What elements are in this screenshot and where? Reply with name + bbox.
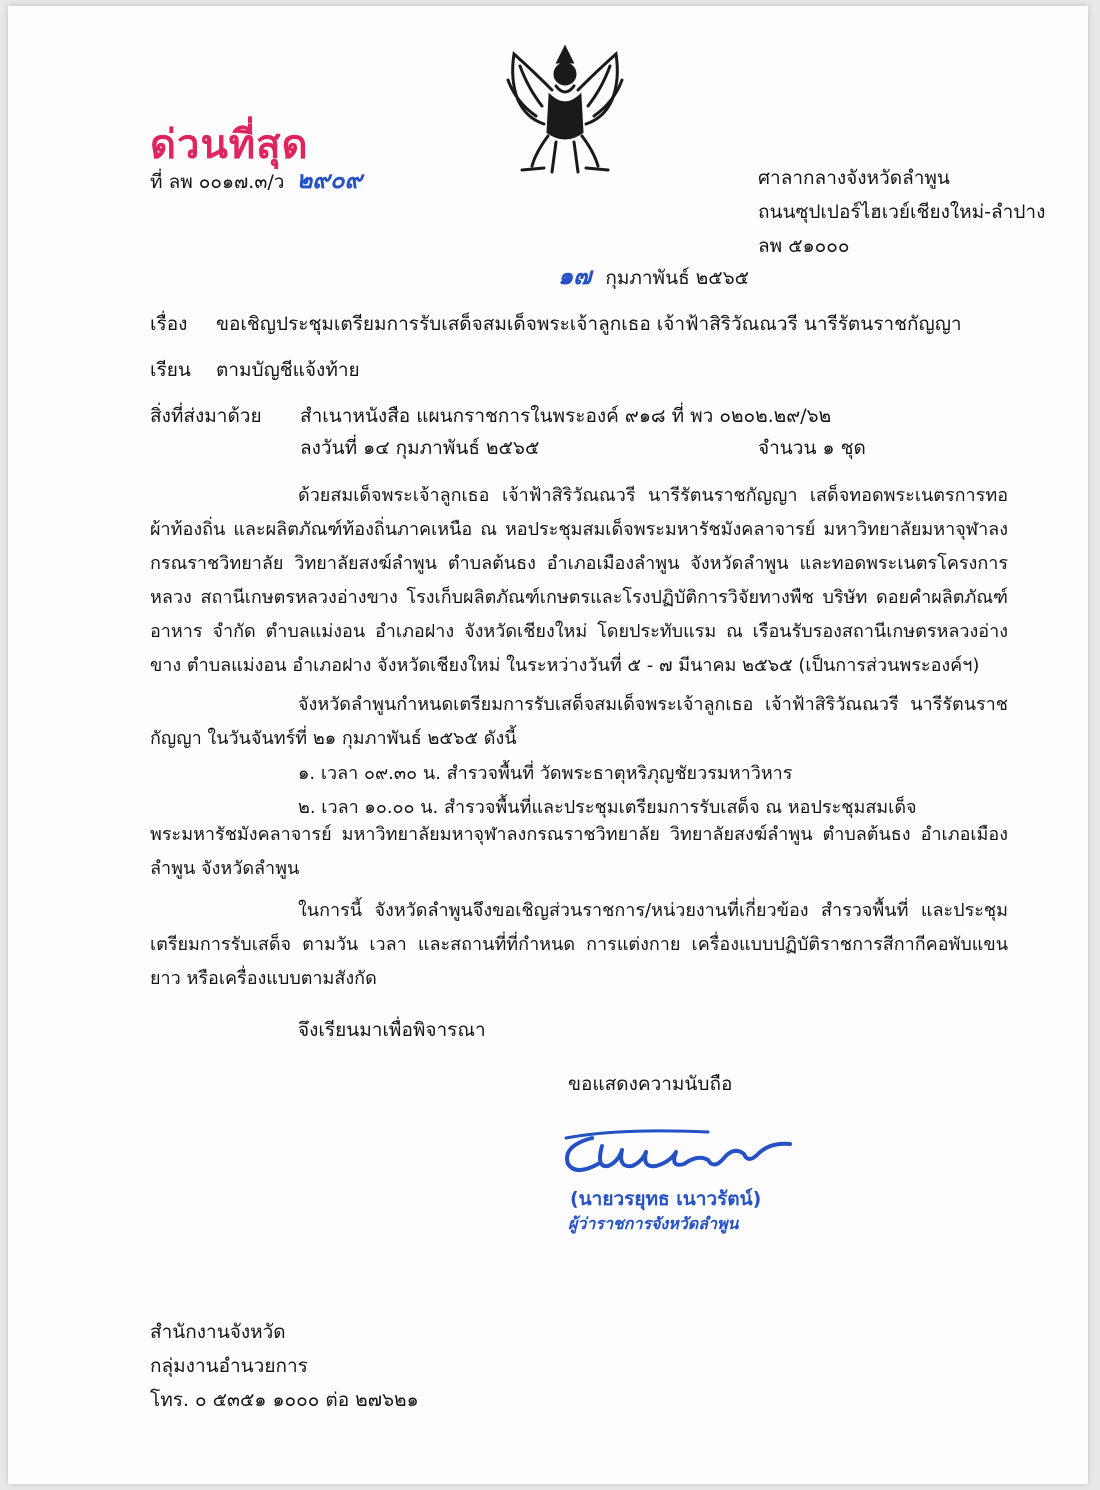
closing-line: จึงเรียนมาเพื่อพิจารณา (298, 1019, 486, 1041)
office-address-line-1: ศาลากลางจังหวัดลำพูน (758, 167, 950, 189)
footer-phone: โทร. ๐ ๕๓๕๑ ๑๐๐๐ ต่อ ๒๗๖๒๑ (150, 1389, 419, 1411)
schedule-item-2-continuation: พระมหารัชมังคลาจารย์ มหาวิทยาลัยมหาจุฬาลงกรณราชวิทยาลัย วิทยาลัยสงฆ์ลำพูน ตำบลต้นธง อำเภอเมืองลำพูน จังหวัดลำพูน (150, 824, 1008, 879)
reference-number: ๒๙๐๙ (296, 165, 363, 194)
attachment-line-2: ลงวันที่ ๑๔ กุมภาพันธ์ ๒๕๖๕ (300, 437, 540, 459)
attachment-line-1: สำเนาหนังสือ แผนกราชการในพระองค์ ๙๑๘ ที่ พว ๐๒๐๒.๒๙/๖๒ (300, 405, 832, 427)
attachment-label: สิ่งที่ส่งมาด้วย (150, 405, 262, 427)
schedule-item-1: ๑. เวลา ๐๙.๓๐ น. สำรวจพื้นที่ วัดพระธาตุหริภุญชัยวรมหาวิหาร (298, 763, 793, 784)
footer-office: สำนักงานจังหวัด (150, 1321, 286, 1343)
attachment-quantity: จำนวน ๑ ชุด (758, 437, 866, 459)
office-address-line-2: ถนนซุปเปอร์ไฮเวย์เชียงใหม่-ลำปาง (758, 201, 1046, 223)
body-paragraph-2: จังหวัดลำพูนกำหนดเตรียมการรับเสด็จสมเด็จพระเจ้าลูกเธอ เจ้าฟ้าสิริวัณณวรี นารีรัตนราชกัญญา ในวันจันทร์ที่ ๒๑ กุมภาพันธ์ ๒๕๖๕ ดังนี้ (150, 694, 1008, 749)
reference-line (150, 165, 363, 194)
signatory-title: ผู้ว่าราชการจังหวัดลำพูน (568, 1214, 739, 1233)
urgency-stamp: ด่วนที่สุด (150, 122, 309, 168)
subject-text: ขอเชิญประชุมเตรียมการรับเสด็จสมเด็จพระเจ้าลูกเธอ เจ้าฟ้าสิริวัณณวรี นารีรัตนราชกัญญา (216, 313, 962, 335)
document-date (558, 261, 750, 290)
office-address-line-3: ลพ ๕๑๐๐๐ (758, 235, 850, 257)
date-month-year: กุมภาพันธ์ ๒๕๖๕ (605, 267, 750, 289)
date-day: ๑๗ (558, 261, 592, 290)
body-paragraph-1: ด้วยสมเด็จพระเจ้าลูกเธอ เจ้าฟ้าสิริวัณณวรี นารีรัตนราชกัญญา เสด็จทอดพระเนตรการทอผ้าท้องถิ่น และผลิตภัณฑ์ท้องถิ่นภาคเหนือ ณ หอประชุมสมเด็จพระมหารัชมังคลาจารย์ มหาวิทยาลัยมหาจุฬาลงกรณราชวิทยาลัย วิทยาลัยสงฆ์ลำพูน ตำบลต้นธง อำเภอเมืองลำพูน จังหวัดลำพูน และทอดพระเนตรโครงการหลวง สถานีเกษตรหลวงอ่างขาง โรงเก็บผลิตภัณฑ์เกษตรและโรงปฏิบัติการวิจัยทางพืช บริษัท ดอยคำผลิตภัณฑ์อาหาร จำกัด ตำบลแม่งอน อำเภอฝาง จังหวัดเชียงใหม่ โดยประทับแรม ณ เรือนรับรองสถานีเกษตรหลวงอ่างขาง ตำบลแม่งอน อำเภอฝาง จังหวัดเชียงใหม่ ในระหว่างวันที่ ๕ - ๗ มีนาคม ๒๕๖๕ (เป็นการส่วนพระองค์ฯ) (150, 485, 1008, 676)
to-text: ตามบัญชีแจ้งท้าย (216, 359, 360, 381)
to-label: เรียน (150, 359, 191, 381)
reference-prefix: ที่ ลพ ๐๐๑๗.๓/ว (150, 171, 285, 193)
document-page (8, 6, 1088, 1484)
schedule-item-2-first-line: ๒. เวลา ๑๐.๐๐ น. สำรวจพื้นที่และประชุมเตรียมการรับเสด็จ ณ หอประชุมสมเด็จ (298, 797, 917, 818)
signatory-name: (นายวรยุทธ เนาวรัตน์) (570, 1188, 762, 1210)
garuda-emblem-icon (492, 40, 638, 182)
regards-line: ขอแสดงความนับถือ (568, 1073, 733, 1095)
body-paragraph-3: ในการนี้ จังหวัดลำพูนจึงขอเชิญส่วนราชการ/หน่วยงานที่เกี่ยวข้อง สำรวจพื้นที่ และประชุมเตรียมการรับเสด็จ ตามวัน เวลา และสถานที่ที่กำหนด การแต่งกาย เครื่องแบบปฏิบัติราชการสีกากีคอพับแขนยาว หรือเครื่องแบบตามสังกัด (150, 900, 1008, 989)
handwritten-signature (558, 1124, 798, 1180)
footer-division: กลุ่มงานอำนวยการ (150, 1355, 308, 1377)
subject-label: เรื่อง (150, 313, 188, 335)
